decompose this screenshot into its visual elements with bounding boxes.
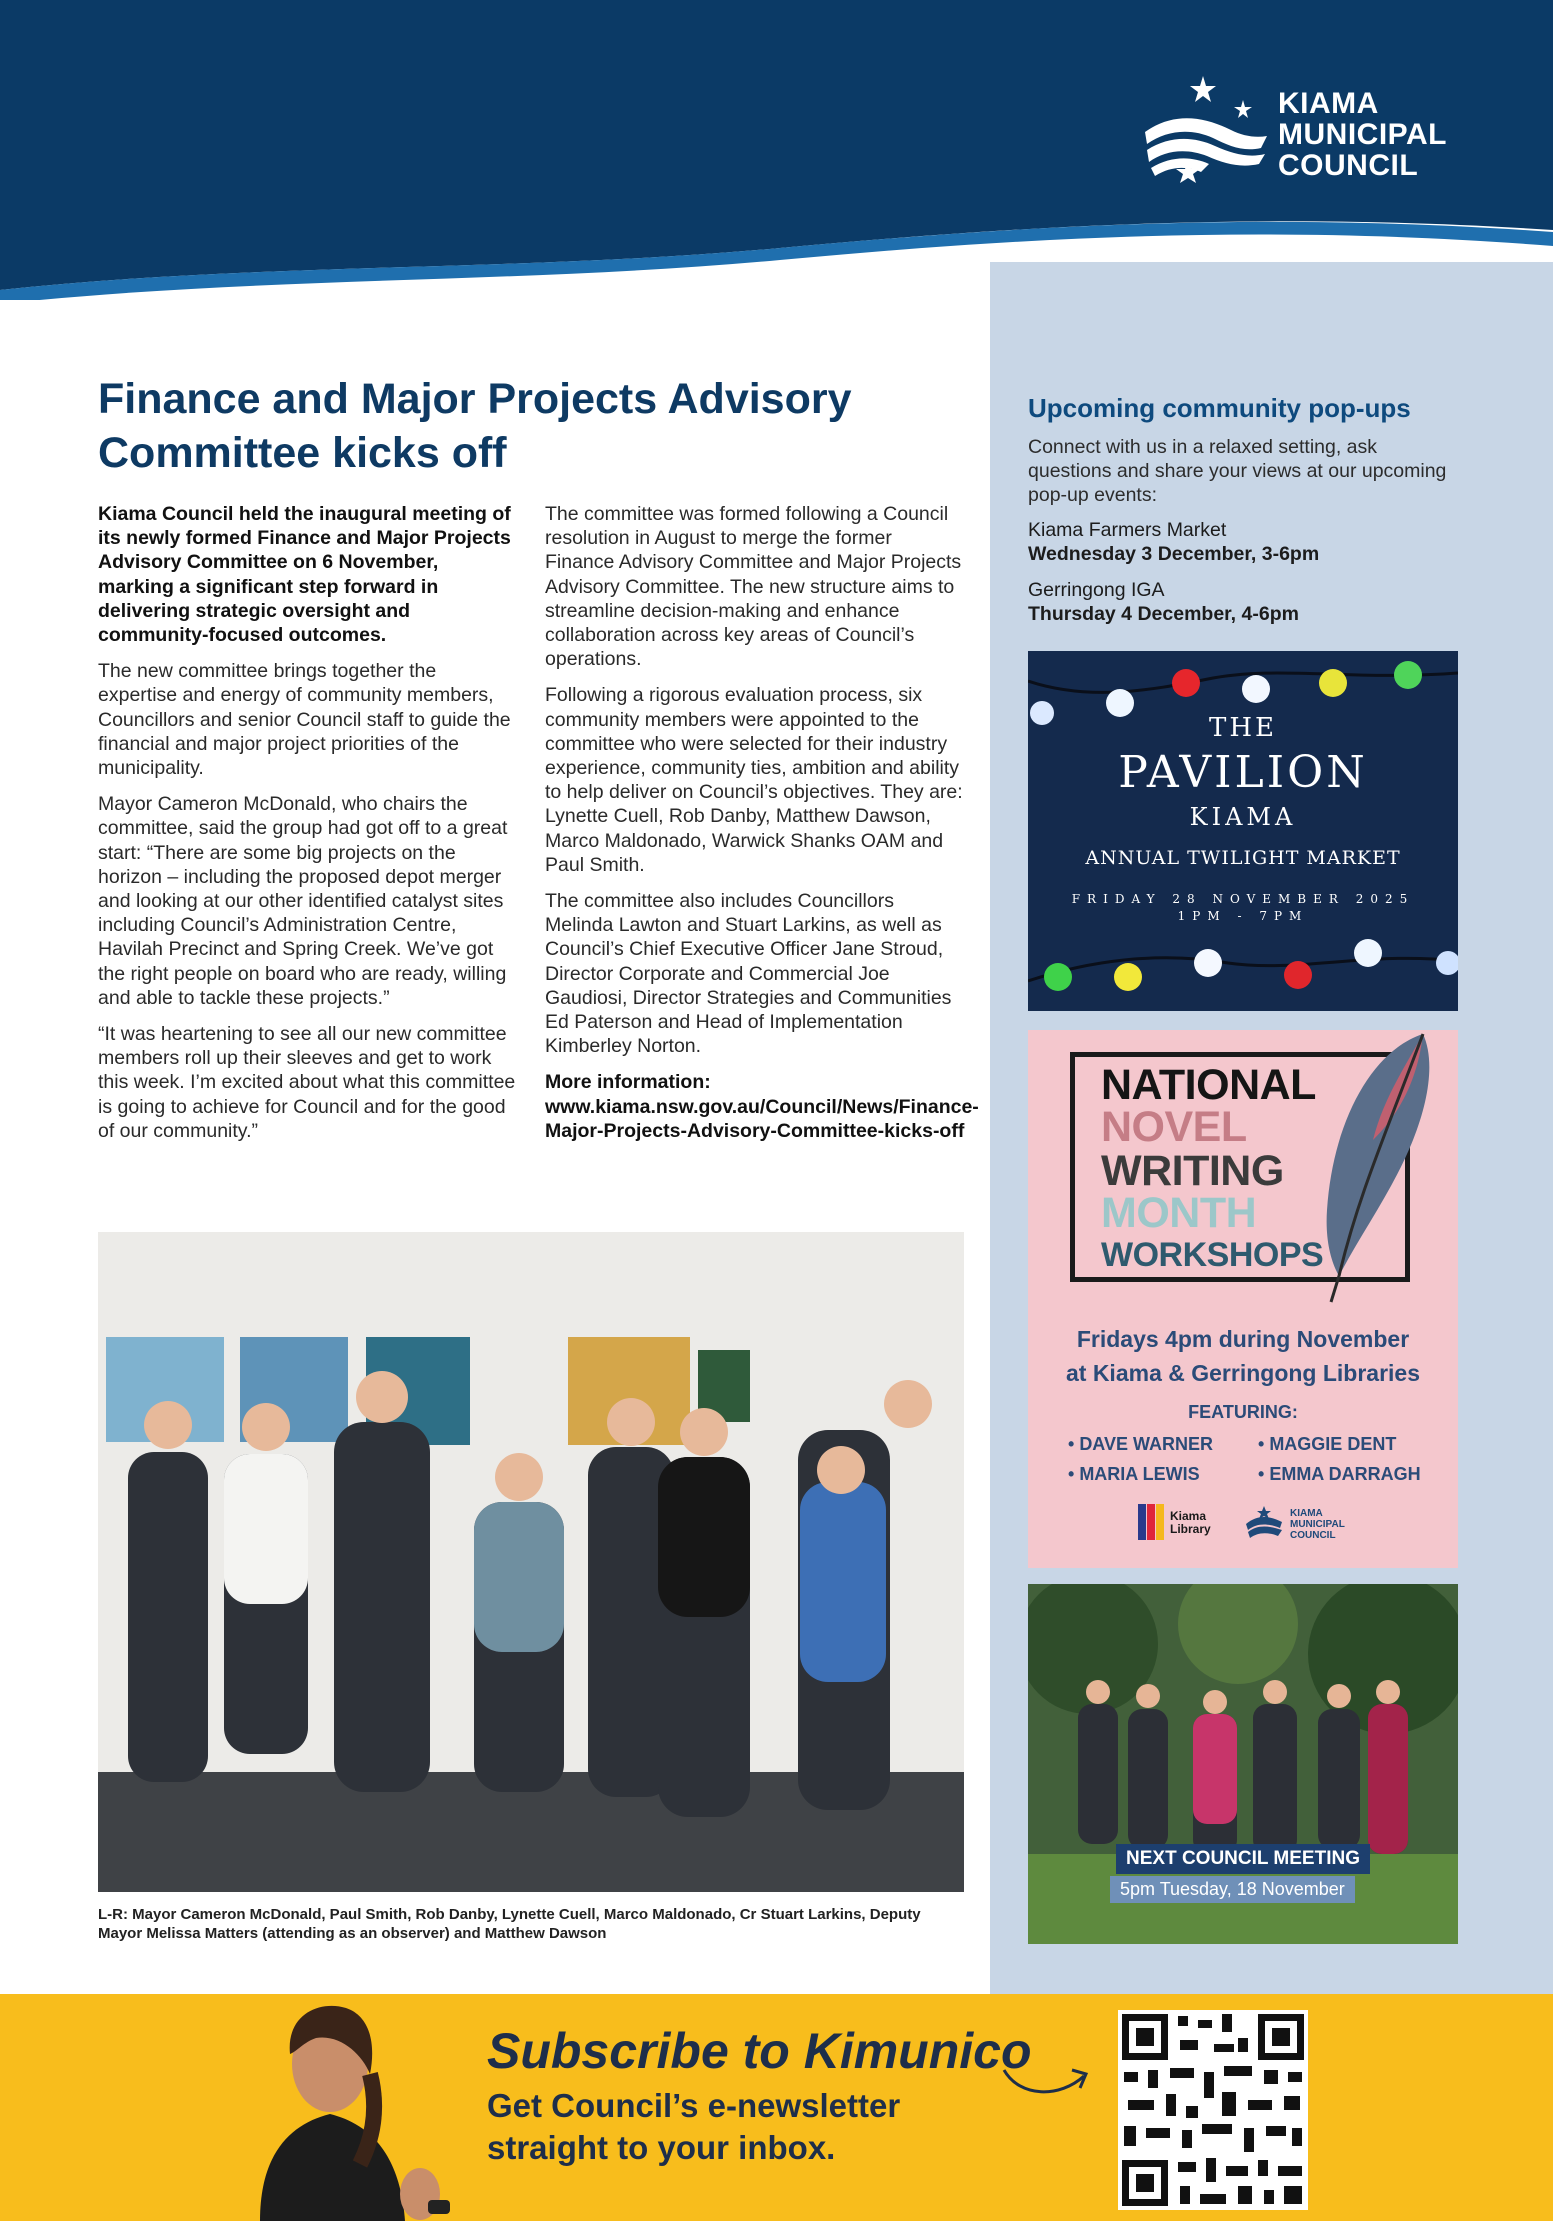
nano-author: • DAVE WARNER <box>1068 1434 1213 1454</box>
page-header <box>0 0 1553 300</box>
novel-writing-card[interactable] <box>1028 1030 1458 1568</box>
nano-partner-logos <box>1138 1500 1378 1550</box>
logo-line: Library <box>1170 1522 1211 1536</box>
pavilion-the: THE <box>1209 713 1277 743</box>
logo-line: COUNCIL <box>1290 1530 1336 1541</box>
council-logo-small-text <box>1290 1508 1345 1541</box>
logo-line: Kiama <box>1170 1509 1207 1523</box>
nano-line: MONTH <box>1101 1189 1257 1237</box>
popup-event <box>1028 518 1319 566</box>
committee-photo <box>98 1232 964 1892</box>
author-name: EMMA DARRAGH <box>1269 1464 1421 1484</box>
pavilion-subtitle: ANNUAL TWILIGHT MARKET <box>1085 847 1401 869</box>
event-place: Kiama Farmers Market <box>1028 519 1227 541</box>
subscribe-line: straight to your inbox. <box>487 2129 836 2166</box>
event-date: Thursday 4 December, 4-6pm <box>1028 603 1299 625</box>
nano-author: • MAGGIE DENT <box>1258 1434 1397 1454</box>
nano-line: NOVEL <box>1101 1103 1247 1151</box>
subscribe-line: Get Council’s e-newsletter <box>487 2087 901 2124</box>
article-lead: Kiama Council held the inaugural meeting of its newly formed Finance and Major Projects Advisory Committee on 6 November, marking a significant step forward in delivering strategic oversight and community-focused outcomes. <box>98 503 511 647</box>
article-paragraph: “It was heartening to see all our new committee members roll up their sleeves and get to work this week. I’m excited about what this committee is going to achieve for Council and for the good of our community.” <box>98 1023 516 1142</box>
nano-line: WRITING <box>1101 1147 1284 1195</box>
more-info-link[interactable]: More information: www.kiama.nsw.gov.au/Council/News/Finance-Major-Projects-Advisory-Committee-kicks-off <box>545 1071 979 1142</box>
popup-event <box>1028 578 1299 626</box>
council-meeting-card[interactable] <box>1028 1584 1458 1944</box>
logo-line: KIAMA <box>1290 1508 1323 1519</box>
logo-line: KIAMA <box>1278 87 1379 120</box>
council-emblem-icon <box>1244 1504 1288 1540</box>
string-lights-icon <box>1028 651 1458 1011</box>
article-paragraph: The new committee brings together the expertise and energy of community members, Councillors and senior Council staff to guide the financial and major project priorities of the municipality. <box>98 660 511 780</box>
pavilion-market-card[interactable] <box>1028 651 1458 1011</box>
library-logo-text <box>1170 1510 1211 1536</box>
nano-author: • MARIA LEWIS <box>1068 1464 1200 1484</box>
smiling-woman-illustration <box>220 1994 480 2221</box>
meeting-label: NEXT COUNCIL MEETING <box>1116 1844 1370 1874</box>
author-name: MARIA LEWIS <box>1079 1464 1200 1484</box>
committee-photo-illustration <box>98 1232 964 1892</box>
council-logo-text <box>1278 88 1447 181</box>
pavilion-date <box>1028 891 1458 925</box>
article-paragraph: The committee also includes Councillors Melinda Lawton and Stuart Larkins, as well as Council’s Chief Executive Officer Jane Stroud, Director Corporate and Commercial Joe Gaudiosi, Director Strategies and Communities Ed Paterson and Head of Implementation Kimberley Norton. <box>545 890 952 1058</box>
logo-line: MUNICIPAL <box>1278 118 1447 151</box>
event-date: Wednesday 3 December, 3-6pm <box>1028 543 1320 565</box>
pavilion-name: PAVILION <box>1118 747 1368 798</box>
nano-author: • EMMA DARRAGH <box>1258 1464 1421 1484</box>
article-column-1 <box>98 502 518 1155</box>
logo-line: COUNCIL <box>1278 149 1419 182</box>
subscribe-banner[interactable] <box>0 1994 1553 2221</box>
nano-line: NATIONAL <box>1101 1061 1316 1109</box>
logo-line: MUNICIPAL <box>1290 1519 1345 1530</box>
meeting-time: 5pm Tuesday, 18 November <box>1110 1876 1355 1903</box>
nano-line: WORKSHOPS <box>1101 1236 1324 1274</box>
popups-heading: Upcoming community pop-ups <box>1028 393 1411 423</box>
feather-icon <box>1313 1030 1443 1310</box>
article-paragraph: The committee was formed following a Council resolution in August to merge the former Finance Advisory Committee and Major Projects Advisory Committee. The new structure aims to streamline decision-making and enhance collaboration across key areas of Council’s operations. <box>545 503 962 671</box>
article-column-2 <box>545 502 979 1155</box>
subscribe-qr-code[interactable] <box>1118 2010 1308 2210</box>
nano-schedule-line: Fridays 4pm during November <box>1076 1326 1410 1352</box>
article-title: Finance and Major Projects Advisory Committee kicks off <box>98 375 852 477</box>
article-paragraph: Mayor Cameron McDonald, who chairs the committee, said the group had got off to a great start: “There are some big projects on the horizon – including the proposed depot merger and looking at our other identified catalyst sites including Council’s Administration Centre, Havilah Precinct and Spring Creek. We’ve got the right people on board who are ready, willing and able to tackle these projects.” <box>98 793 508 1009</box>
qr-code-icon <box>1118 2010 1308 2210</box>
popups-intro: Connect with us in a relaxed setting, ask questions and share your views at our upcoming pop-up events: <box>1028 436 1447 506</box>
nano-schedule-line: at Kiama & Gerringong Libraries <box>1065 1360 1421 1386</box>
author-name: DAVE WARNER <box>1079 1434 1213 1454</box>
subscribe-title: Subscribe to Kimunico <box>487 2023 1032 2079</box>
pavilion-time-line: 1PM - 7PM <box>1177 909 1309 923</box>
author-name: MAGGIE DENT <box>1269 1434 1397 1454</box>
council-emblem-icon <box>1143 72 1273 192</box>
library-logo-icon <box>1138 1500 1168 1544</box>
event-place: Gerringong IGA <box>1028 579 1165 601</box>
council-logo[interactable] <box>1143 72 1483 192</box>
photo-caption: L-R: Mayor Cameron McDonald, Paul Smith, Rob Danby, Lynette Cuell, Marco Maldonado, Cr Stuart Larkins, Deputy Mayor Melissa Matters (attending as an observer) and Matthew Dawson <box>98 1906 921 1942</box>
pavilion-date-line: FRIDAY 28 NOVEMBER 2025 <box>1071 892 1415 906</box>
nano-schedule <box>1028 1322 1458 1390</box>
nano-featuring: FEATURING: <box>1188 1402 1298 1422</box>
pavilion-town: KIAMA <box>1189 803 1297 831</box>
article-paragraph: Following a rigorous evaluation process, six community members were appointed to the committee who were selected for their industry experience, community ties, ambition and ability to help deliver on Council’s objectives. They are: Lynette Cuell, Rob Danby, Matthew Dawson, Marco Maldonado, Warwick Shanks OAM and Paul Smith. <box>545 684 963 876</box>
arrow-icon <box>1000 2052 1090 2102</box>
